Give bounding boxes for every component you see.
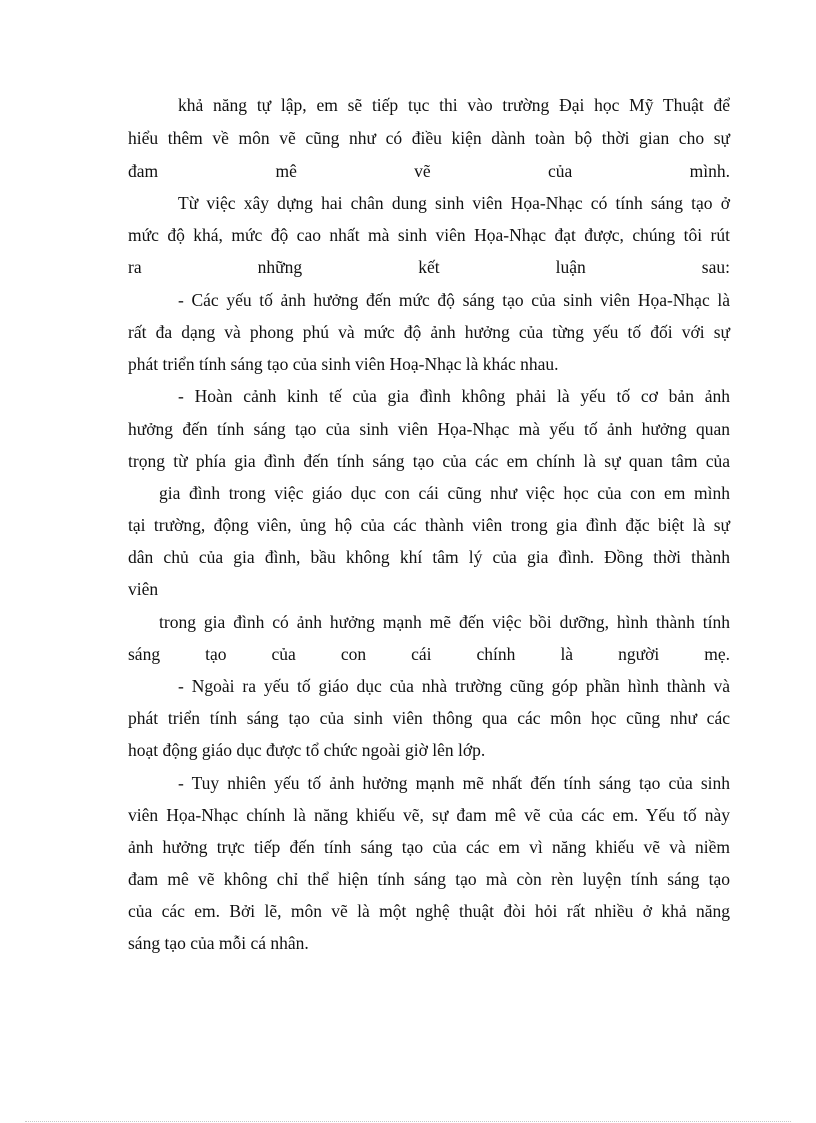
text-line: phát triển tính sáng tạo của sinh viên thông qua các môn học cũng như các: [128, 708, 730, 728]
text-line: trong gia đình có ảnh hưởng mạnh mẽ đến việc bồi dưỡng, hình thành tính: [159, 612, 730, 632]
text-line: ảnh hưởng trực tiếp đến tính sáng tạo của các em vì năng khiếu vẽ và niềm: [128, 837, 730, 857]
text-line: - Hoàn cảnh kinh tế của gia đình không phải là yếu tố cơ bản ảnh: [178, 386, 730, 406]
text-line: đam mê vẽ của mình.: [128, 161, 730, 181]
text-line: của các em. Bởi lẽ, môn vẽ là một nghệ thuật đòi hỏi rất nhiều ở khả năng: [128, 901, 730, 921]
text-line: khả năng tự lập, em sẽ tiếp tục thi vào trường Đại học Mỹ Thuật để: [178, 95, 730, 115]
text-line: rất đa dạng và phong phú và mức độ ảnh hưởng của từng yếu tố đối với sự: [128, 322, 730, 342]
page-bottom-divider: [25, 1121, 791, 1122]
text-line: hưởng đến tính sáng tạo của sinh viên Họa-Nhạc mà yếu tố ảnh hưởng quan: [128, 419, 730, 439]
text-line: phát triển tính sáng tạo của sinh viên Hoạ-Nhạc là khác nhau.: [128, 354, 559, 374]
text-line: gia đình trong việc giáo dục con cái cũng như việc học của con em mình: [159, 483, 730, 503]
text-line: dân chủ của gia đình, bầu không khí tâm lý của gia đình. Đồng thời thành: [128, 547, 730, 567]
text-line: đam mê vẽ không chỉ thể hiện tính sáng tạo mà còn rèn luyện tính sáng tạo: [128, 869, 730, 889]
text-line: ra những kết luận sau:: [128, 257, 730, 277]
text-line: sáng tạo của con cái chính là người mẹ.: [128, 644, 730, 664]
text-line: - Tuy nhiên yếu tố ảnh hưởng mạnh mẽ nhất đến tính sáng tạo của sinh: [178, 773, 730, 793]
text-line: - Ngoài ra yếu tố giáo dục của nhà trường cũng góp phần hình thành và: [178, 676, 730, 696]
text-line: viên Họa-Nhạc chính là năng khiếu vẽ, sự đam mê vẽ của các em. Yếu tố này: [128, 805, 730, 825]
text-line: - Các yếu tố ảnh hưởng đến mức độ sáng tạo của sinh viên Họa-Nhạc là: [178, 290, 730, 310]
text-line: Từ việc xây dựng hai chân dung sinh viên Họa-Nhạc có tính sáng tạo ở: [178, 193, 730, 213]
text-line: hoạt động giáo dục được tổ chức ngoài giờ lên lớp.: [128, 740, 486, 760]
text-line: tại trường, động viên, ủng hộ của các thành viên trong gia đình đặc biệt là sự: [128, 515, 730, 535]
text-line: trọng từ phía gia đình đến tính sáng tạo của các em chính là sự quan tâm của: [128, 451, 730, 471]
text-line: mức độ khá, mức độ cao nhất mà sinh viên Họa-Nhạc đạt được, chúng tôi rút: [128, 225, 730, 245]
text-line: sáng tạo của mỗi cá nhân.: [128, 933, 309, 953]
text-line: hiểu thêm về môn vẽ cũng như có điều kiện dành toàn bộ thời gian cho sự: [128, 128, 730, 148]
text-line: viên: [128, 579, 159, 599]
